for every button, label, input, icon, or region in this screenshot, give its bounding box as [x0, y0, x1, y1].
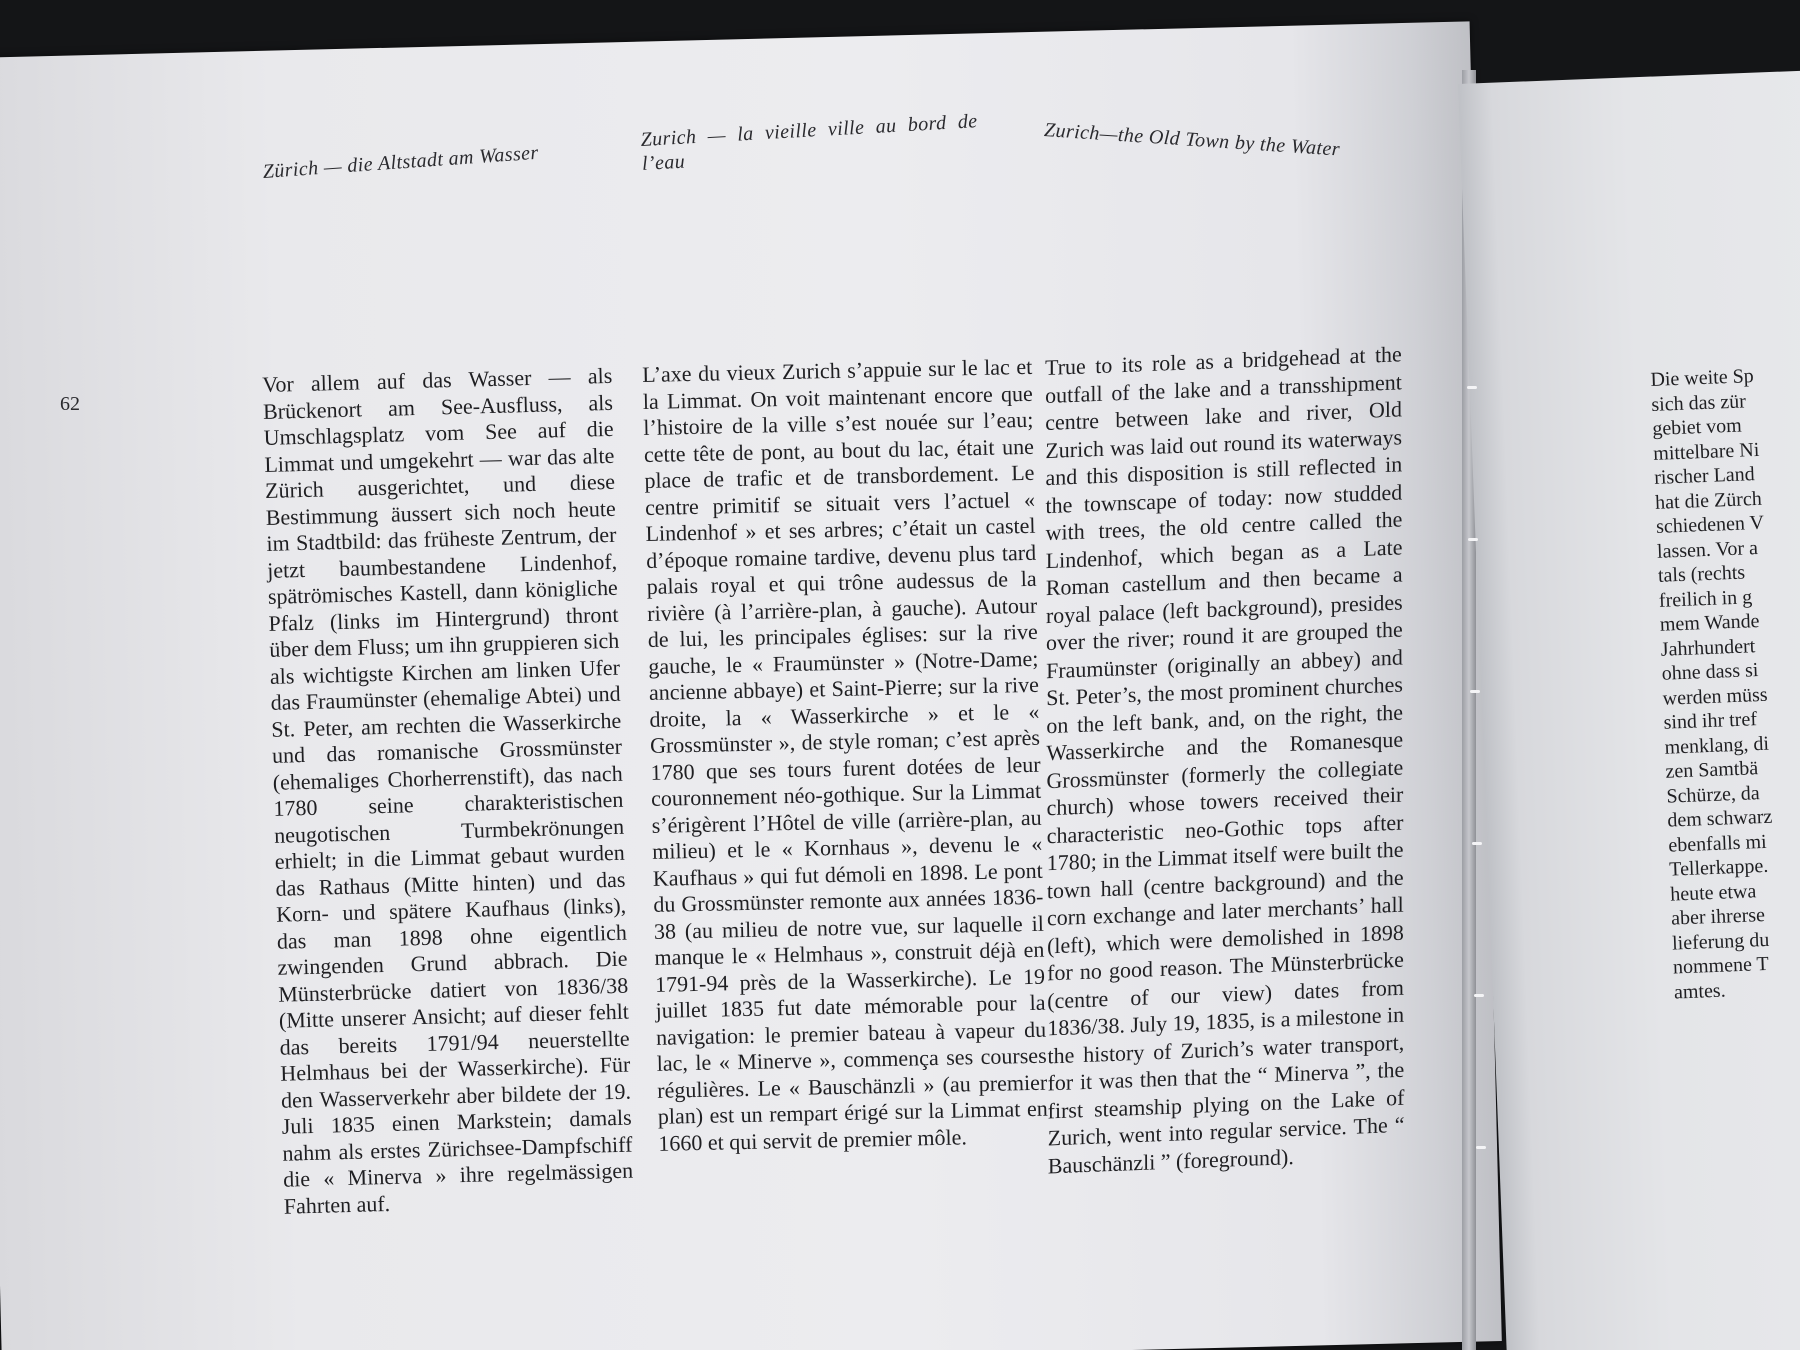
column-next-page-partial: Die weite Sp sich das zür gebiet vom mittelbare Ni rischer Land hat die Zürch schiedenen V lassen. Vor a tals (rechts freilich in g mem Wande Jahrhundert ohne dass si werden müss sind ihr tref menklang, di zen Samtbä Schürze, da dem schwarz ebenfalls mi Tellerkappe. heute etwa aber ihrerse lieferung du nommene T amtes.: [1650, 365, 1773, 1004]
header-english: Zurich—the Old Town by the Water: [1043, 118, 1341, 161]
binding-stitch: [1472, 842, 1482, 845]
column-german: Vor allem auf das Wasser — als Brückenort am See-Ausfluss, als Umschlagsplatz vom See auf die Limmat und umgekehrt — war das alte Zürich ausgerichtet, und diese Bestimmung äussert sich noch heute im Stadtbild: das früheste Zentrum, der jetzt baumbestandene Lindenhof, spätrömisches Kastell, dann königliche Pfalz (links im Hintergrund) thront über dem Fluss; um ihn gruppieren sich als wichtigste Kirchen am linken Ufer das Fraumünster (ehemalige Abtei) und St. Peter, am rechten die Wasserkirche und das romanische Grossmünster (ehemaliges Chorherrenstift), das nach 1780 seine charakteristischen neugotischen Turmbekrönungen erhielt; in die Limmat gebaut wurden das Rathaus (Mitte hinten) und das Korn- und spätere Kaufhaus (links), das man 1898 ohne eigentlich zwingenden Grund abbrach. Die Münsterbrücke datiert von 1836/38 (Mitte unserer Ansicht; auf dieser fehlt das bereits 1791/94 neuerstellte Helmhaus bei der Wasserkirche). Für den Wasserverkehr aber bildete der 19. Juli 1835 einen Markstein; damals nahm als erstes Zürichsee-Dampfschiff die « Minerva » ihre regelmässigen Fahrten auf.: [262, 362, 634, 1219]
binding-stitch: [1467, 386, 1477, 389]
header-german: Zürich — die Altstadt am Wasser: [262, 141, 540, 183]
binding-stitch: [1470, 690, 1480, 693]
binding-stitch: [1476, 1146, 1486, 1149]
binding-stitch: [1468, 538, 1478, 541]
column-english: True to its role as a bridgehead at the outfall of the lake and a transshipment centre between lake and river, Old Zurich was laid out round its waterways and this disposition is still reflected in the townscape of today: now studded with trees, the old centre called the Lindenhof, which began as a Late Roman castellum and then became a royal palace (left background), presides over the river; round it are grouped the Fraumünster (originally an abbey) and St. Peter’s, the most prominent churches on the left bank, and, on the right, the Wasserkirche and the Romanesque Grossmünster (formerly the collegiate church) whose towers received their characteristic neo-Gothic tops after 1780; in the Limmat itself were built the town hall (centre background) and the corn exchange and later merchants’ hall (left), which were demolished in 1898 for no good reason. The Münsterbrücke (centre of our view) dates from 1836/38. July 19, 1835, is a milestone in the history of Zurich’s water transport, for it was then that the “ Minerva ”, the first steamship plying on the Lake of Zurich, went into regular service. The “ Bauschänzli ” (foreground).: [1045, 341, 1405, 1178]
binding-stitch: [1474, 994, 1484, 997]
page-number: 62: [60, 393, 80, 415]
header-french: Zurich — la vieille ville au bord de l’eau: [640, 110, 979, 175]
column-french: L’axe du vieux Zurich s’appuie sur le lac et la Limmat. On voit maintenant encore que l’histoire de la ville s’est nouée sur l’eau; cette tête de pont, au bout du lac, était une place de trafic et de transbordement. Le centre primitif se situait vers l’actuel « Lindenhof » et ses arbres; c’était un castel d’époque romaine tardive, devenu plus tard palais royal et qui trône audessus de la rivière (à l’arrière-plan, à gauche). Autour de lui, les principales églises: sur la rive gauche, le « Fraumünster » (Notre-Dame; ancienne abbaye) et Saint-Pierre; sur la rive droite, la « Wasserkirche » et le « Grossmünster », de style roman; c’est après 1780 que ses tours furent dotées de leur couronnement néo-gothique. Sur la Limmat s’érigèrent l’Hôtel de ville (arrière-plan, au milieu) et le « Kornhaus », devenu le « Kaufhaus » qui fut démoli en 1898. Le pont du Grossmünster remonte aux années 1836-38 (au milieu de notre vue, sur laquelle il manque le « Helmhaus », construit déjà en 1791-94 près de la Wasserkirche). Le 19 juillet 1835 fut date mémorable pour la navigation: le premier bateau à vapeur du lac, le « Minerve », commença ses courses régulières. Le « Bauschänzli » (au premier plan) est un rempart érigé sur la Limmat en 1660 et qui servit de premier môle.: [642, 353, 1048, 1156]
